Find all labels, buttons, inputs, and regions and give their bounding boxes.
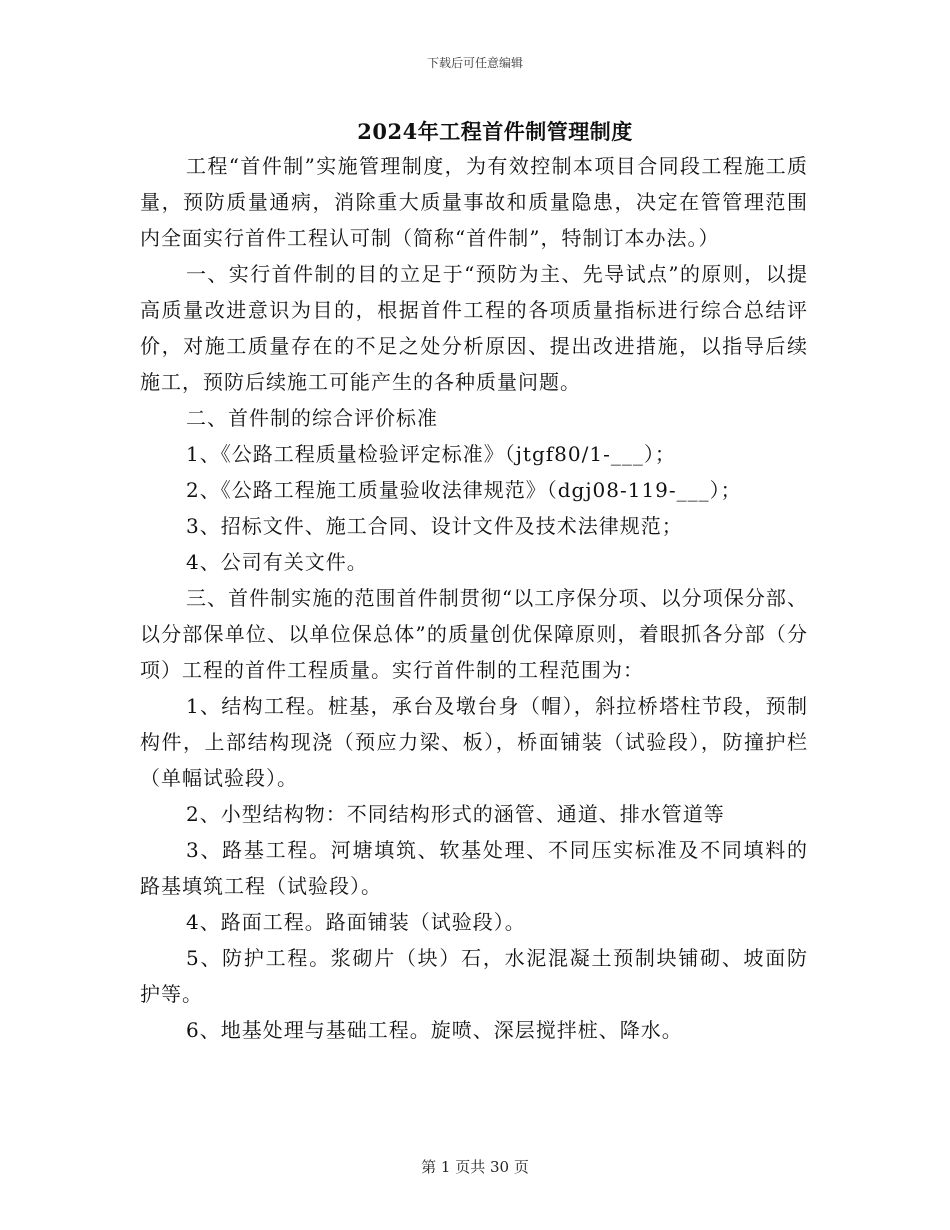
- paragraph-section-1: 一、实行首件制的目的立足于“预防为主、先导试点”的原则，以提高质量改进意识为目的，根据首件工程的各项质量指标进行综合总结评价，对施工质量存在的不足之处分析原因、提出改进措施，以指导后续施工，预防后续施工可能产生的各种质量问题。: [140, 262, 808, 394]
- paragraph-scope-1: 1、结构工程。桩基，承台及墩台身（帽），斜拉桥塔柱节段，预制构件，上部结构现浇（预应力梁、板），桥面铺装（试验段），防撞护栏（单幅试验段）。: [140, 694, 808, 790]
- paragraph-intro: 工程“首件制”实施管理制度，为有效控制本项目合同段工程施工质量，预防质量通病，消除重大质量事故和质量隐患，决定在管管理范围内全面实行首件工程认可制（简称“首件制”，特制订本办法。）: [140, 154, 808, 250]
- document-title: 2024年工程首件制管理制度: [357, 119, 633, 144]
- paragraph-scope-6: 6、地基处理与基础工程。旋喷、深层搅拌桩、降水。: [186, 1018, 683, 1042]
- paragraph-standard-4: 4、公司有关文件。: [186, 550, 368, 574]
- paragraph-scope-2: 2、小型结构物：不同结构形式的涵管、通道、排水管道等: [186, 802, 725, 826]
- paragraph-section-3: 三、首件制实施的范围首件制贯彻“以工序保分项、以分项保分部、以分部保单位、以单位保总体”的质量创优保障原则，着眼抓各分部（分项）工程的首件工程质量。实行首件制的工程范围为：: [140, 586, 808, 682]
- paragraph-standard-2: 2、《公路工程施工质量验收法律规范》（dgj08-119-___）；: [186, 478, 742, 502]
- paragraph-scope-4: 4、路面工程。路面铺装（试验段）。: [186, 910, 526, 934]
- paragraph-standard-1: 1、《公路工程质量检验评定标准》（jtgf80/1-___）；: [186, 442, 676, 466]
- paragraph-section-2-heading: 二、首件制的综合评价标准: [186, 406, 438, 430]
- page-header: 下载后可任意编辑: [426, 56, 523, 70]
- paragraph-scope-3: 3、路基工程。河塘填筑、软基处理、不同压实标准及不同填料的路基填筑工程（试验段）。: [140, 838, 808, 898]
- paragraph-scope-5: 5、防护工程。浆砌片（块）石，水泥混凝土预制块铺砌、坡面防护等。: [140, 946, 808, 1006]
- paragraph-standard-3: 3、招标文件、施工合同、设计文件及技术法律规范；: [186, 514, 683, 538]
- page-footer: 第 1 页共 30 页: [421, 1158, 529, 1176]
- document-body: [140, 148, 808, 1048]
